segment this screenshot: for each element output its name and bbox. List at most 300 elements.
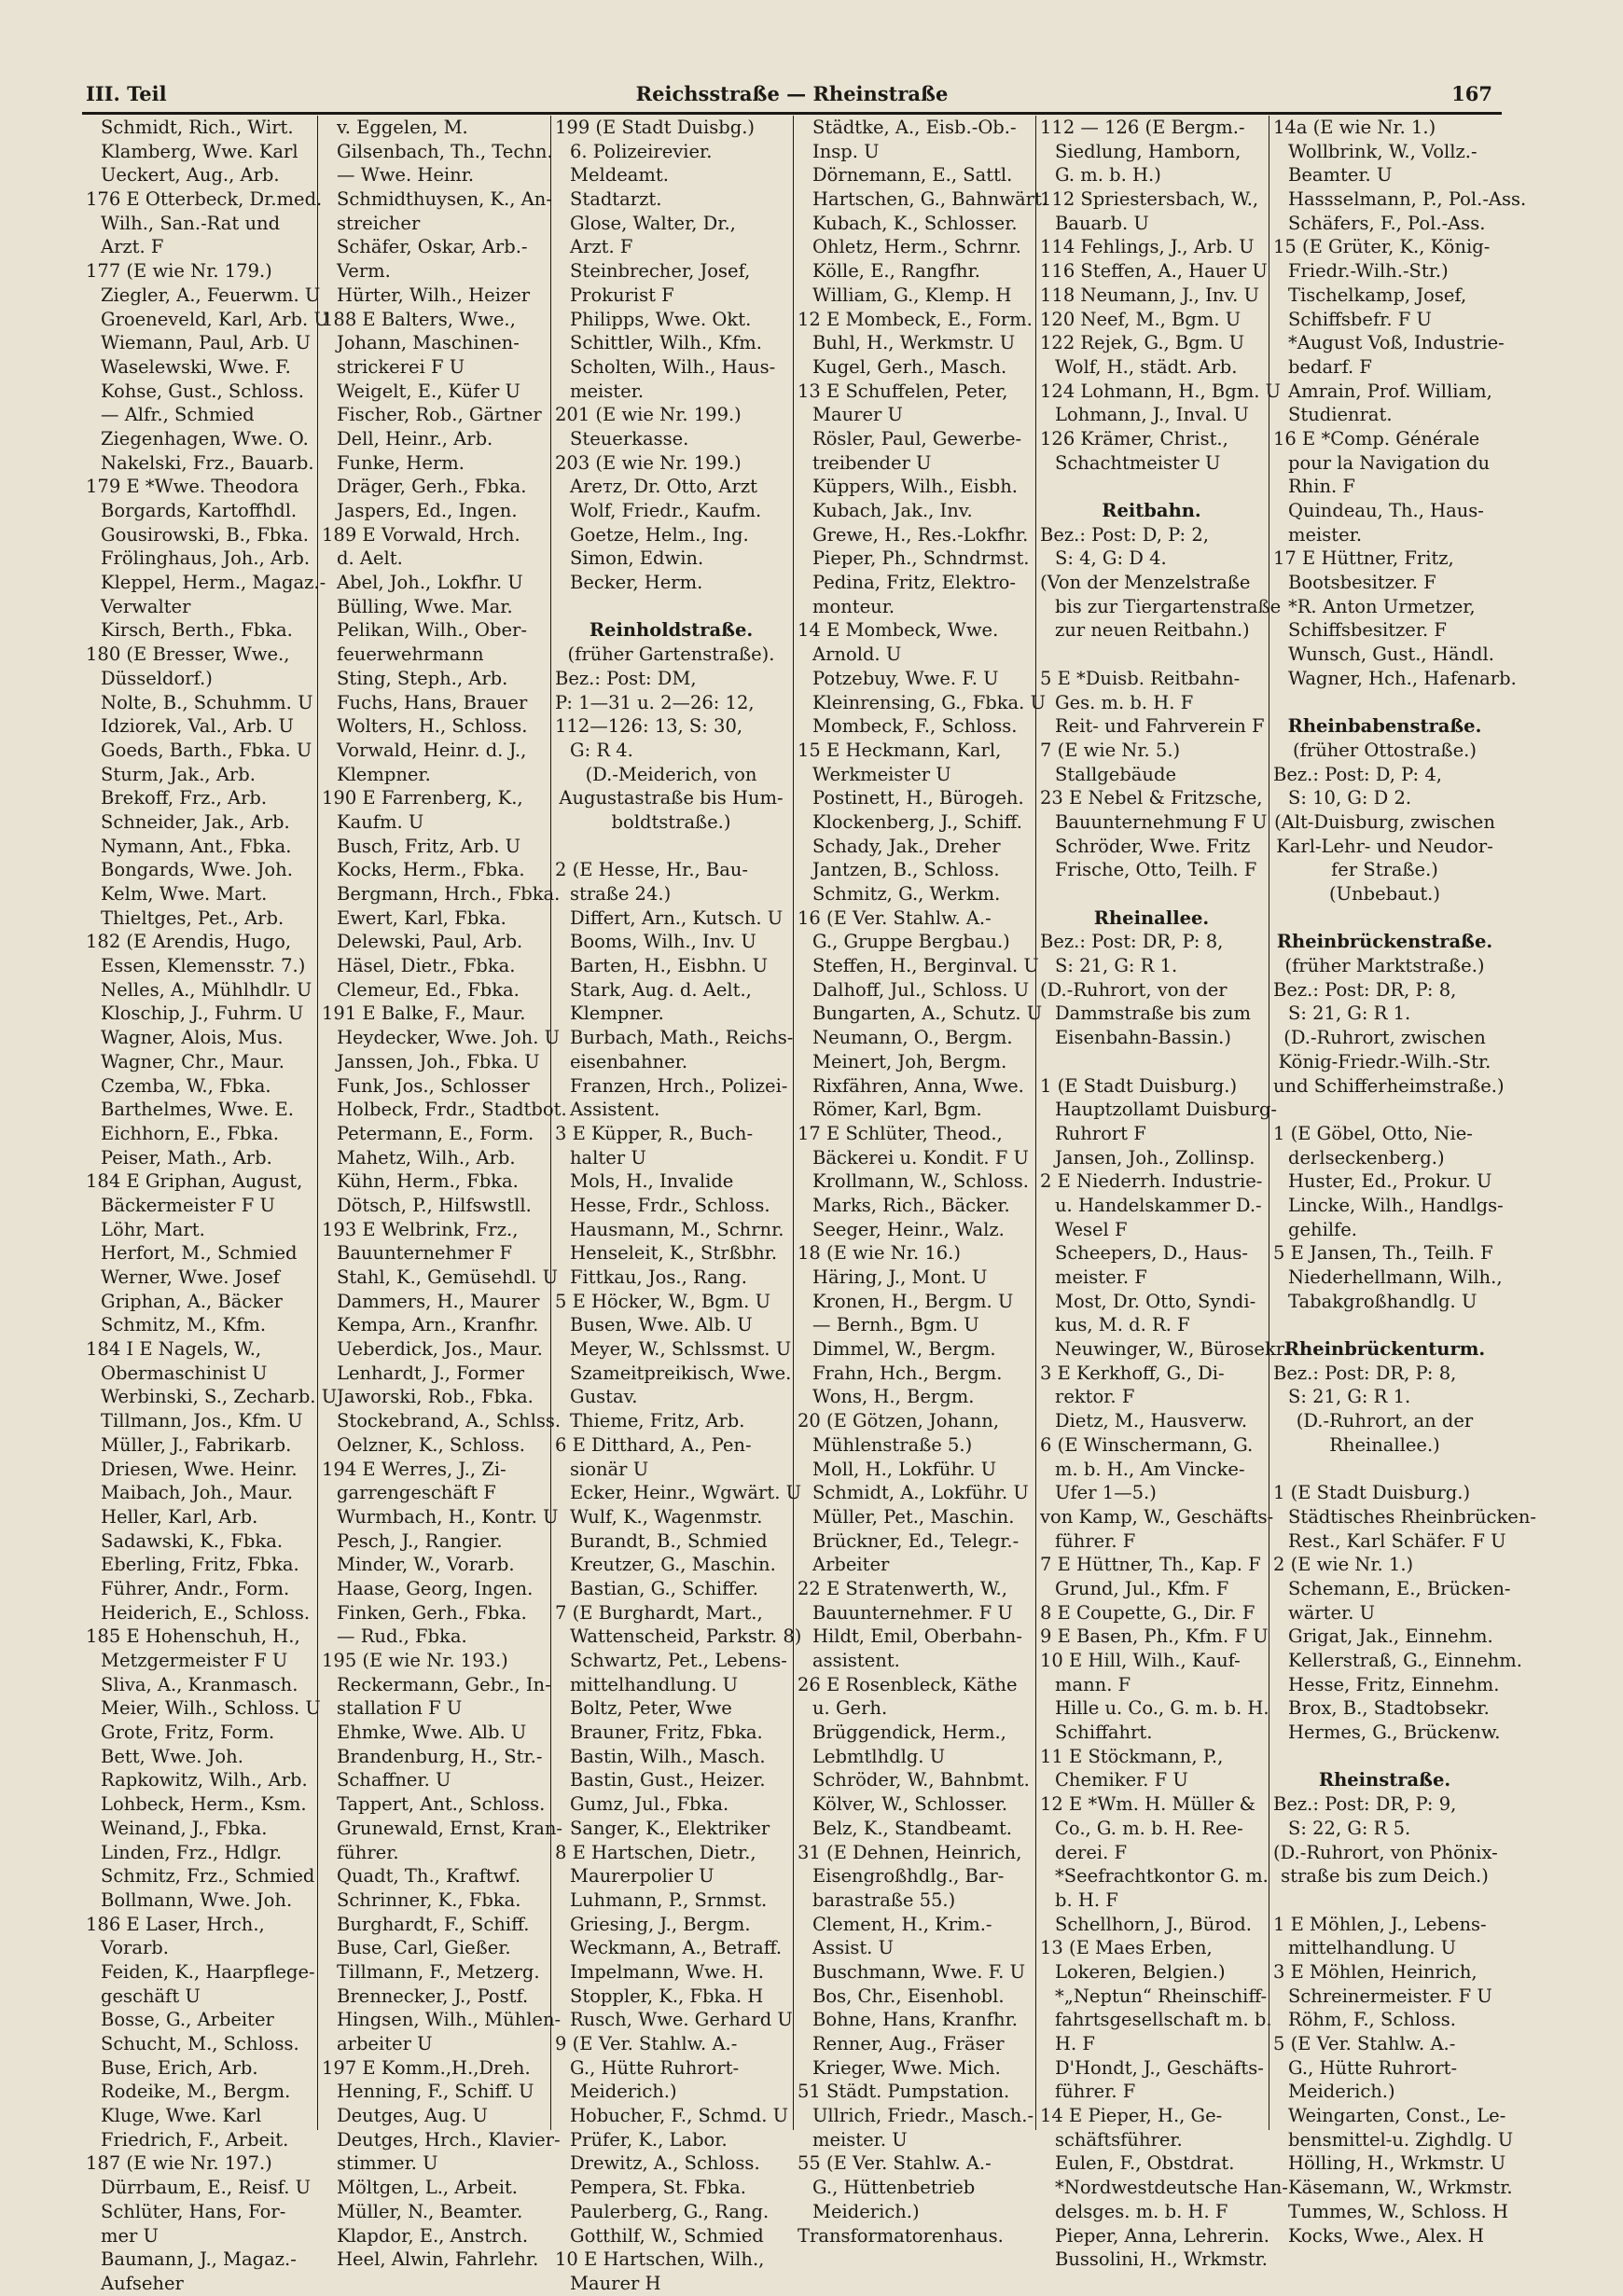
spacer (1273, 1888, 1496, 1913)
directory-entry: 3 E Möhlen, Heinrich, (1273, 1960, 1477, 1983)
directory-entry: Lohmann, J., Inval. U (1055, 404, 1249, 426)
directory-entry: Frahn, Hch., Bergm. (812, 1362, 1003, 1384)
directory-entry: Potzebuy, Wwe. F. U (812, 667, 999, 689)
directory-entry: G: R 4. (570, 739, 633, 761)
directory-entry: Stahl, K., Gemüsehdl. U (337, 1266, 558, 1288)
directory-entry: Fuchs, Hans, Brauer (337, 691, 528, 713)
street-heading: Rheinbabenstraße. (1287, 715, 1482, 738)
directory-entry: G., Hüttenbetrieb (812, 2177, 976, 2199)
directory-entry: Groeneveld, Karl, Arb. U (101, 308, 329, 330)
directory-entry: 185 E Hohenschuh, H., (86, 1625, 300, 1648)
directory-entry: kus, M. d. R. F (1055, 1314, 1190, 1336)
directory-entry: Tillmann, Jos., Kfm. U (101, 1410, 303, 1432)
directory-entry: Funke, Herm. (337, 451, 465, 474)
directory-entry: Bastian, G., Schiffer. (570, 1577, 758, 1599)
directory-entry: Oelzner, K., Schloss. (337, 1433, 525, 1456)
directory-entry: Mahetz, Wilh., Arb. (337, 1146, 516, 1169)
directory-entry: Bosse, G., Arbeiter (101, 2009, 274, 2031)
directory-entry: Grunewald, Ernst, Kran- (337, 1817, 563, 1839)
directory-entry: Bülling, Wwe. Mar. (337, 595, 513, 617)
directory-entry: Kölver, W., Schlosser. (812, 1793, 1008, 1816)
directory-entry: 2 (E Hesse, Hr., Bau- (555, 859, 749, 881)
street-note: Rheinallee.) (1329, 1433, 1440, 1456)
directory-entry: Prüfer, K., Labor. (570, 2128, 728, 2151)
directory-entry: 122 Rejek, G., Bgm. U (1040, 332, 1245, 354)
directory-entry: Arnold. U (812, 643, 902, 666)
directory-entry: Pieper, Ph., Schndrmst. (812, 547, 1030, 570)
directory-entry: Niederhellmann, Wilh., (1288, 1266, 1503, 1288)
directory-entry: Busch, Fritz, Arb. U (337, 835, 521, 857)
directory-entry: Schmidt, Rich., Wirt. (101, 117, 294, 138)
directory-entry: v. Eggelen, M. (337, 117, 468, 138)
directory-entry: Bez.: Post: D, P: 2, (1040, 523, 1209, 546)
street-heading: Rheinstraße. (1318, 1769, 1451, 1791)
directory-entry: Brauner, Fritz, Fbka. (570, 1722, 763, 1744)
directory-entry: Moll, H., Lokführ. U (812, 1458, 997, 1480)
directory-entry: Sliva, A., Kranmasch. (101, 1673, 298, 1695)
directory-entry: Ueberdick, Jos., Maur. (337, 1338, 543, 1361)
directory-entry: Minder, W., Vorarb. (337, 1554, 515, 1576)
directory-entry: 201 (E wie Nr. 199.) (555, 404, 742, 426)
directory-entry: Lincke, Wilh., Handlgs- (1288, 1194, 1504, 1216)
directory-entry: Jansen, Joh., Zollinsp. (1055, 1146, 1255, 1169)
directory-entry: Schucht, M., Schloss. (101, 2033, 299, 2054)
directory-entry: Lokeren, Belgien.) (1055, 1960, 1226, 1983)
directory-entry: Röhm, F., Schloss. (1288, 2009, 1456, 2031)
directory-entry: 116 Steffen, A., Hauer U (1040, 260, 1268, 283)
directory-entry: Friedr.-Wilh.-Str.) (1288, 260, 1449, 283)
directory-entry: Hartschen, G., Bahnwärt. (812, 188, 1047, 211)
directory-entry: *Nordwestdeutsche Han- (1055, 2177, 1288, 2199)
directory-entry: Janssen, Joh., Fbka. U (337, 1050, 540, 1072)
directory-entry: Kohse, Gust., Schloss. (101, 380, 304, 402)
directory-entry: Hesse, Fritz, Einnehm. (1288, 1673, 1500, 1695)
directory-entry: Burghardt, F., Schiff. (337, 1913, 530, 1935)
directory-entry: Brox, B., Stadtobsekr. (1288, 1697, 1490, 1720)
directory-entry: Schneider, Jak., Arb. (101, 810, 290, 833)
directory-entry: 112 — 126 (E Bergm.- (1040, 117, 1245, 138)
directory-entry: Weigelt, E., Küfer U (337, 380, 520, 402)
directory-entry: Wulf, K., Wagenmstr. (570, 1505, 763, 1528)
directory-entry: 7 (E Burghardt, Mart., (555, 1601, 763, 1624)
directory-entry: S: 21, G: R 1. (1288, 1386, 1411, 1408)
directory-entry: sionär U (570, 1458, 649, 1480)
directory-entry: Peiser, Math., Arb. (101, 1146, 272, 1169)
directory-entry: Eulen, F., Obstdrat. (1055, 2152, 1235, 2175)
directory-entry: 10 E Hill, Wilh., Kauf- (1040, 1650, 1241, 1671)
directory-entry: Hauptzollamt Duisburg- (1055, 1099, 1278, 1121)
directory-entry: Wattenscheid, Parkstr. 8) (570, 1625, 802, 1648)
directory-entry: (D.-Ruhrort, von der (1040, 978, 1228, 1001)
directory-entry: Wons, H., Bergm. (812, 1386, 975, 1408)
directory-entry: Kleppel, Herm., Magaz.- (101, 572, 326, 594)
directory-entry: Nakelski, Frz., Bauarb. (101, 451, 314, 474)
directory-entry: Schellhorn, J., Bürod. (1055, 1913, 1252, 1935)
directory-entry: Baumann, J., Magaz.- (101, 2248, 297, 2271)
directory-entry: Postinett, H., Bürogeh. (812, 787, 1024, 809)
directory-entry: Studienrat. (1288, 404, 1393, 426)
directory-entry: Bett, Wwe. Joh. (101, 1745, 243, 1767)
directory-entry: geschäft U (101, 1985, 201, 2007)
directory-entry: bensmittel-u. Zighdlg. U (1288, 2128, 1514, 2151)
directory-entry: Schmitz, G., Werkm. (812, 883, 1001, 905)
directory-entry: Bongards, Wwe. Joh. (101, 859, 293, 881)
directory-entry: 176 E Otterbeck, Dr.med. (86, 188, 323, 211)
directory-entry: rektor. F (1055, 1386, 1135, 1408)
directory-entry: 5 E *Duisb. Reitbahn- (1040, 667, 1241, 689)
directory-entry: Sanger, K., Elektriker (570, 1817, 770, 1839)
directory-entry: Wolf, H., städt. Arb. (1055, 355, 1238, 378)
directory-entry: Nolte, B., Schuhmm. U (101, 691, 313, 713)
directory-entry: Ohletz, Herm., Schrnr. (812, 236, 1021, 258)
directory-entry: Tillmann, F., Metzerg. (337, 1960, 540, 1983)
directory-entry: Beamter. U (1288, 164, 1393, 187)
directory-entry: Jantzen, B., Schloss. (812, 859, 1000, 881)
directory-entry: 5 E Jansen, Th., Teilh. F (1273, 1242, 1493, 1265)
directory-entry: pour la Navigation du (1288, 451, 1491, 474)
directory-entry: Franzen, Hrch., Polizei- (570, 1074, 788, 1097)
directory-entry: 8 E Hartschen, Dietr., (555, 1841, 756, 1863)
street-note: fer Straße.) (1331, 859, 1438, 881)
directory-entry: Kugel, Gerh., Masch. (812, 355, 1007, 378)
directory-entry: 6. Polizeirevier. (570, 140, 713, 162)
directory-entry: u. Gerh. (812, 1697, 888, 1720)
directory-entry: Wagner, Hch., Hafenarb. (1288, 667, 1517, 689)
directory-entry: Düsseldorf.) (101, 667, 213, 689)
directory-entry: Tabakgroßhandlg. U (1288, 1290, 1477, 1312)
directory-entry: Werner, Wwe. Josef (101, 1266, 280, 1288)
directory-entry: Mols, H., Invalide (570, 1170, 734, 1193)
directory-entry: Tummes, W., Schloss. H (1288, 2200, 1508, 2222)
directory-entry: Tappert, Ant., Schloss. (337, 1793, 546, 1816)
directory-entry: 120 Neef, M., Bgm. U (1040, 308, 1242, 330)
directory-entry: 26 E Rosenbleck, Käthe (798, 1673, 1018, 1695)
directory-entry: Bos, Chr., Eisenhobl. (812, 1985, 1005, 2007)
directory-entry: Schmidt, A., Lokführ. U (812, 1482, 1029, 1504)
directory-entry: 197 E Komm.,H.,Dreh. (322, 2056, 531, 2079)
directory-entry: 9 E Basen, Ph., Kfm. F U (1040, 1625, 1269, 1648)
spacer (1273, 691, 1496, 715)
directory-entry: Lohbeck, Herm., Ksm. (101, 1793, 307, 1816)
directory-entry: Dammstraße bis zum (1055, 1003, 1252, 1025)
directory-entry: Kocks, Herm., Fbka. (337, 859, 525, 881)
directory-entry: 17 E Schlüter, Theod., (798, 1122, 1003, 1144)
directory-entry: Kubach, Jak., Inv. (812, 500, 973, 521)
directory-entry: 124 Lohmann, H., Bgm. U (1040, 380, 1282, 402)
directory-entry: Dörnemann, E., Sattl. (812, 164, 1013, 187)
directory-entry: Maurerpolier U (570, 1865, 714, 1888)
street-note: Augustastraße bis Hum- (559, 787, 784, 809)
directory-entry: Holbeck, Frdr., Stadtbot. (337, 1099, 567, 1121)
directory-entry: Bez.: Post: DR, P: 8, (1273, 978, 1457, 1001)
directory-entry: Chemiker. F U (1055, 1769, 1188, 1791)
directory-entry: Hingsen, Wilh., Mühlen- (337, 2009, 562, 2031)
directory-entry: Schiffahrt. (1055, 1722, 1153, 1744)
directory-entry: Seeger, Heinr., Walz. (812, 1218, 1005, 1240)
directory-entry: Huster, Ed., Prokur. U (1288, 1170, 1492, 1193)
directory-entry: 3 E Kerkhoff, G., Di- (1040, 1362, 1225, 1384)
directory-entry: Ges. m. b. H. F (1055, 691, 1194, 713)
spacer (555, 595, 787, 619)
directory-entry: Meiderich.) (1288, 2081, 1395, 2103)
directory-entry: Stoppler, K., Fbka. H (570, 1985, 764, 2007)
directory-entry: Schittler, Wilh., Kfm. (570, 332, 762, 354)
directory-entry: Mombeck, F., Schloss. (812, 715, 1018, 738)
directory-entry: zur neuen Reitbahn.) (1055, 619, 1250, 642)
street-note: König-Friedr.-Wilh.-Str. (1278, 1050, 1491, 1072)
directory-entry: Idziorek, Val., Arb. U (101, 715, 294, 738)
street-heading: Reinholdstraße. (589, 619, 754, 642)
directory-entry: Bastin, Gust., Heizer. (570, 1769, 766, 1791)
directory-entry: Aufseher (101, 2272, 184, 2294)
directory-entry: 199 (E Stadt Duisbg.) (555, 117, 756, 138)
column-6 (1269, 116, 1536, 2247)
directory-entry: Henseleit, K., Strßbhr. (570, 1242, 778, 1265)
directory-entry: Gousirowski, B., Fbka. (101, 523, 309, 546)
directory-entry: 203 (E wie Nr. 199.) (555, 451, 742, 474)
directory-entry: strickerei F U (337, 355, 465, 378)
column-1 (82, 116, 338, 2294)
directory-entry: Bergmann, Hrch., Fbka. (337, 883, 561, 905)
directory-entry: Szameitpreikisch, Wwe. (570, 1362, 792, 1384)
directory-entry: Brüggendick, Herm., (812, 1722, 1006, 1744)
directory-entry: Paulerberg, G., Rang. (570, 2200, 770, 2222)
directory-entry: Verm. (337, 260, 391, 283)
directory-entry: H. F (1055, 2033, 1095, 2054)
directory-entry: D'Hondt, J., Geschäfts- (1055, 2056, 1264, 2079)
directory-entry: 16 E *Comp. Générale (1273, 427, 1480, 450)
directory-entry: 22 E Stratenwerth, W., (798, 1577, 1007, 1599)
directory-entry: Clemeur, Ed., Fbka. (337, 978, 520, 1001)
directory-entry: Schmitz, Frz., Schmied (101, 1865, 315, 1888)
directory-entry: Ewert, Karl, Fbka. (337, 906, 506, 929)
directory-entry: Schady, Jak., Dreher (812, 835, 1001, 857)
directory-entry: Philipps, Wwe. Okt. (570, 308, 752, 330)
directory-entry: Obermaschinist U (101, 1362, 268, 1384)
directory-entry: Meldeamt. (570, 164, 669, 187)
directory-entry: Wagner, Alois, Mus. (101, 1027, 284, 1049)
directory-entry: Ufer 1—5.) (1055, 1482, 1157, 1504)
directory-entry: Abel, Joh., Lokfhr. U (337, 572, 523, 594)
directory-entry: Kocks, Wwe., Alex. H (1288, 2224, 1485, 2247)
directory-entry: Kronen, H., Bergm. U (812, 1290, 1014, 1312)
directory-entry: bedarf. F (1288, 355, 1372, 378)
directory-entry: Bez.: Post: DR, P: 8, (1273, 1362, 1457, 1384)
directory-entry: Schröder, Wwe. Fritz (1055, 835, 1251, 857)
directory-entry: Impelmann, Wwe. H. (570, 1960, 764, 1983)
directory-entry: Assistent. (570, 1099, 660, 1121)
directory-entry: Prokurist F (570, 284, 674, 306)
directory-entry: Steinbrecher, Josef, (570, 260, 751, 283)
directory-entry: 5 (E Ver. Stahlw. A.- (1273, 2033, 1456, 2054)
directory-entry: Thieltges, Pet., Arb. (101, 906, 284, 929)
directory-entry: Vorwald, Heinr. d. J., (337, 739, 527, 761)
spacer (1273, 1313, 1496, 1337)
directory-entry: 17 E Hüttner, Fritz, (1273, 547, 1454, 570)
directory-entry: führer. F (1055, 2081, 1136, 2103)
directory-entry: Gilsenbach, Th., Techn. (337, 140, 553, 162)
column-3 (550, 116, 802, 2294)
directory-entry: mittelhandlung. U (1288, 1937, 1457, 1959)
directory-entry: Petermann, E., Form. (337, 1122, 534, 1144)
directory-entry: Luhmann, P., Srnmst. (570, 1888, 768, 1911)
directory-entry: Klockenberg, J., Schiff. (812, 810, 1022, 833)
directory-entry: 182 (E Arendis, Hugo, (86, 931, 292, 953)
directory-entry: derei. F (1055, 1841, 1128, 1863)
part-label: III. Teil (86, 82, 167, 105)
directory-entry: Müller, Pet., Maschin. (812, 1505, 1015, 1528)
directory-entry: Stadtarzt. (570, 188, 662, 211)
directory-entry: treibender U (812, 451, 932, 474)
directory-entry: Ziegenhagen, Wwe. O. (101, 427, 309, 450)
spacer (555, 835, 787, 859)
street-heading: Rheinbrückenstraße. (1276, 931, 1493, 953)
directory-entry: Hildt, Emil, Oberbahn- (812, 1625, 1022, 1648)
directory-entry: Wesel F (1055, 1218, 1128, 1240)
directory-entry: Sadawski, K., Fbka. (101, 1529, 284, 1552)
directory-entry: Steffen, H., Berginval. U (812, 955, 1039, 977)
directory-entry: Eisenbahn-Bassin.) (1055, 1027, 1231, 1049)
directory-entry: Maurer H (570, 2272, 661, 2294)
directory-entry: Czemba, W., Fbka. (101, 1074, 271, 1097)
directory-entry: Schreinermeister. F U (1288, 1985, 1492, 2007)
directory-entry: Gustav. (570, 1386, 638, 1408)
page-number: 167 (1451, 82, 1492, 105)
directory-entry: d. Aelt. (337, 547, 403, 570)
directory-entry: Löhr, Mart. (101, 1218, 205, 1240)
directory-entry: Simon, Edwin. (570, 547, 704, 570)
directory-entry: Römer, Karl, Bgm. (812, 1099, 982, 1121)
directory-entry: b. H. F (1055, 1888, 1118, 1911)
directory-entry: Friedrich, F., Arbeit. (101, 2128, 289, 2151)
directory-entry: Stockebrand, A., Schlss. (337, 1410, 562, 1432)
directory-entry: mann. F (1055, 1673, 1131, 1695)
directory-entry: Eberling, Fritz, Fbka. (101, 1554, 299, 1576)
directory-entry: *„Neptun“ Rheinschiff- (1055, 1985, 1268, 2007)
directory-entry: Grund, Jul., Kfm. F (1055, 1577, 1229, 1599)
directory-entry: 1 (E Stadt Duisburg.) (1040, 1074, 1238, 1097)
directory-entry: 9 (E Ver. Stahlw. A.- (555, 2033, 738, 2054)
directory-entry: 2 (E wie Nr. 1.) (1273, 1554, 1414, 1576)
directory-entry: Wagner, Chr., Maur. (101, 1050, 284, 1072)
directory-entry: Rodeike, M., Bergm. (101, 2081, 291, 2103)
directory-entry: Jaworski, Rob., Fbka. (337, 1386, 534, 1408)
directory-entry: Lebmtlhdlg. U (812, 1745, 946, 1767)
street-note: (D.-Ruhrort, von Phönix- (1273, 1841, 1498, 1863)
directory-entry: assistent. (812, 1650, 900, 1671)
directory-entry: William, G., Klemp. H (812, 284, 1012, 306)
directory-entry: Krieger, Wwe. Mich. (812, 2056, 1001, 2079)
spacer (1273, 1458, 1496, 1482)
street-note: (früher Gartenstraße). (567, 643, 775, 666)
directory-entry: Dräger, Gerh., Fbka. (337, 476, 527, 498)
directory-entry: Meinert, Joh, Bergm. (812, 1050, 1007, 1072)
directory-entry: Städtke, A., Eisb.-Ob.- (812, 117, 1017, 138)
directory-entry: 184 I E Nagels, W., (86, 1338, 262, 1361)
directory-entry: Dimmel, W., Bergm. (812, 1338, 996, 1361)
directory-entry: Reit- und Fahrverein F (1055, 715, 1265, 738)
directory-entry: meister. F (1055, 1266, 1147, 1288)
directory-entry: Meiderich.) (812, 2200, 920, 2222)
directory-entry: Häsel, Dietr., Fbka. (337, 955, 516, 977)
directory-entry: Dötsch, P., Hilfswstll. (337, 1194, 532, 1216)
directory-entry: Bastin, Wilh., Masch. (570, 1745, 766, 1767)
directory-entry: Müller, J., Fabrikarb. (101, 1433, 292, 1456)
directory-entry: G. m. b. H.) (1055, 164, 1161, 187)
directory-entry: Sting, Steph., Arb. (337, 667, 508, 689)
directory-entry: Brekoff, Frz., Arb. (101, 787, 268, 809)
directory-entry: Meiderich.) (570, 2081, 677, 2103)
directory-entry: Pedina, Fritz, Elektro- (812, 572, 1016, 594)
directory-entry: Quindeau, Th., Haus- (1288, 500, 1484, 521)
directory-entry: Eichhorn, E., Fbka. (101, 1122, 280, 1144)
directory-entry: — Alfr., Schmied (101, 404, 255, 426)
directory-entry: Quadt, Th., Kraftwf. (337, 1865, 521, 1888)
directory-entry: arbeiter U (337, 2033, 433, 2054)
directory-entry: Weckmann, A., Betraff. (570, 1937, 783, 1959)
directory-entry: 184 E Griphan, August, (86, 1170, 303, 1193)
directory-entry: Weingarten, Const., Le- (1288, 2105, 1506, 2127)
directory-entry: Bez.: Post: DR, P: 9, (1273, 1793, 1457, 1816)
directory-entry: 126 Krämer, Christ., (1040, 427, 1228, 450)
directory-entry: Kühn, Herm., Fbka. (337, 1170, 519, 1193)
street-note: Karl-Lehr- und Neudor- (1276, 835, 1493, 857)
directory-entry: Führer, Andr., Form. (101, 1577, 290, 1599)
directory-entry: Schwartz, Pet., Lebens- (570, 1650, 787, 1671)
directory-entry: Sturm, Jak., Arb. (101, 763, 256, 785)
street-note: boldtstraße.) (611, 810, 731, 833)
directory-entry: Pieper, Anna, Lehrerin. (1055, 2224, 1269, 2247)
directory-entry: Deutges, Aug. U (337, 2105, 488, 2127)
directory-entry: halter U (570, 1146, 646, 1169)
directory-entry: Stark, Aug. d. Aelt., (570, 978, 752, 1001)
directory-entry: Feiden, K., Haarpflege- (101, 1960, 315, 1983)
directory-entry: 189 E Vorwald, Hrch. (322, 523, 520, 546)
street-note: straße bis zum Deich.) (1281, 1865, 1489, 1888)
street-heading: Rheinallee. (1093, 906, 1210, 929)
directory-entry: Frische, Otto, Teilh. F (1055, 859, 1257, 881)
directory-entry: Schemann, E., Brücken- (1288, 1577, 1511, 1599)
directory-entry: Brückner, Ed., Telegr.- (812, 1529, 1020, 1552)
directory-entry: wärter. U (1288, 1601, 1376, 1624)
directory-entry: Schrinner, K., Fbka. (337, 1888, 521, 1911)
directory-entry: streicher (337, 212, 421, 234)
directory-entry: Goetze, Helm., Ing. (570, 523, 749, 546)
directory-entry: 7 E Hüttner, Th., Kap. F (1040, 1554, 1261, 1576)
street-note: (D.-Ruhrort, an der (1296, 1410, 1474, 1432)
directory-entry: Schäfers, F., Pol.-Ass. (1288, 212, 1486, 234)
directory-entry: Bollmann, Wwe. Joh. (101, 1888, 293, 1911)
directory-entry: Schäfer, Oskar, Arb.- (337, 236, 528, 258)
directory-entry: Schaffner. U (337, 1769, 451, 1791)
spacer (1040, 643, 1263, 667)
directory-entry: Busen, Wwe. Alb. U (570, 1314, 753, 1336)
directory-entry: Most, Dr. Otto, Syndi- (1055, 1290, 1256, 1312)
directory-entry: Lenhardt, J., Former (337, 1362, 525, 1384)
directory-entry: mittelhandlung. U (570, 1673, 739, 1695)
directory-entry: 3 E Küpper, R., Buch- (555, 1122, 754, 1144)
directory-entry: Kleinrensing, G., Fbka. U (812, 691, 1047, 713)
directory-entry: Schlüter, Hans, For- (101, 2200, 286, 2222)
directory-entry: Siedlung, Hamborn, (1055, 140, 1242, 162)
directory-entry: Steuerkasse. (570, 427, 689, 450)
directory-entry: Wolters, H., Schloss. (337, 715, 528, 738)
directory-entry: Johann, Maschinen- (337, 332, 520, 354)
directory-entry: (Von der Menzelstraße (1040, 572, 1251, 594)
directory-entry: S: 21, G: R 1. (1288, 1003, 1411, 1025)
directory-entry: Neumann, O., Bergm. (812, 1027, 1013, 1049)
directory-entry: Heller, Karl, Arb. (101, 1505, 258, 1528)
